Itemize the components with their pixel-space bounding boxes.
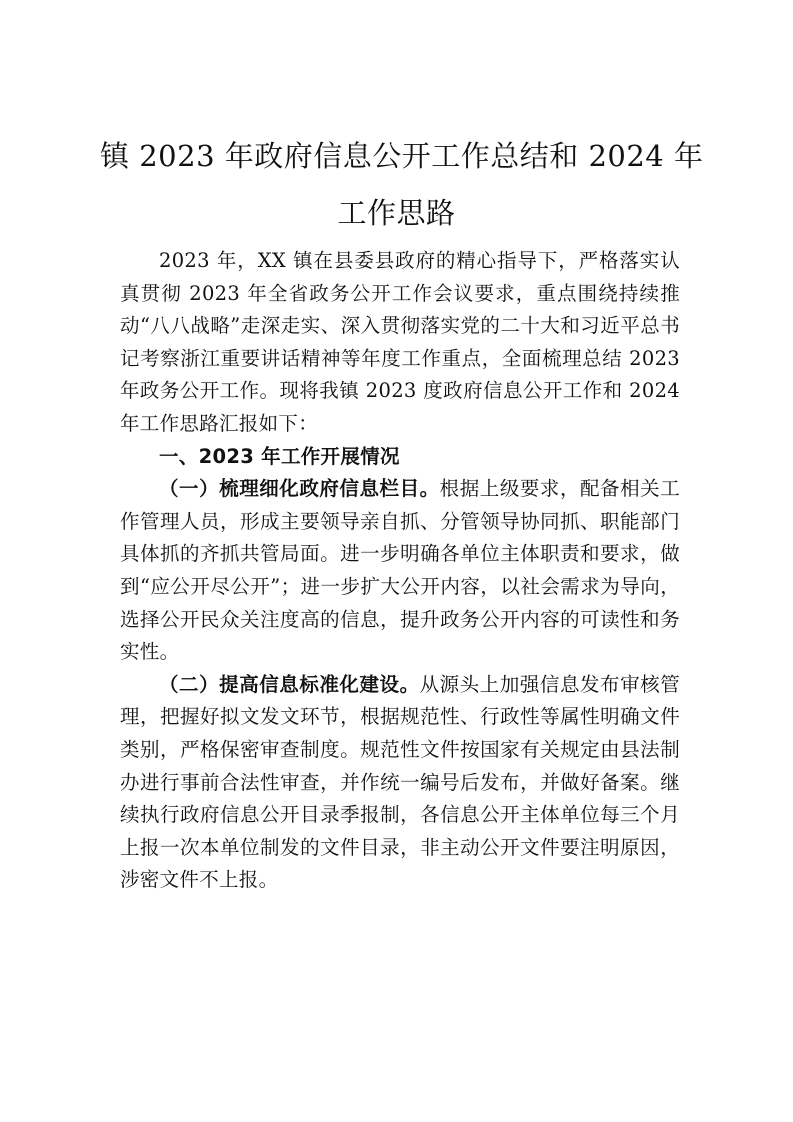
item-2-lead: （二）提高信息标准化建设。 <box>159 672 420 696</box>
item-2-text: 从源头上加强信息发布审核管理，把握好拟文发文环节，根据规范性、行政性等属性明确文件类别，严格保密审查制度。规范性文件按国家有关规定由县法制办进行事前合法性审查，并作统一编号后发布，并做好备案。继续执行政府信息公开目录季报制，各信息公开主体单位每三个月上报一次本单位制发的文件目录，非主动公开文件要注明原因，涉密文件不上报。 <box>120 672 680 892</box>
document-body <box>120 245 680 897</box>
intro-paragraph: 2023 年，XX 镇在县委县政府的精心指导下，严格落实认真贯彻 2023 年全省政务公开工作会议要求，重点围绕持续推动“八八战略”走深走实、深入贯彻落实党的二十大和习近平总书记考察浙江重要讲话精神等年度工作重点，全面梳理总结 2023 年政务公开工作。现将我镇 2023 度政府信息公开工作和 2024 年工作思路汇报如下： <box>120 249 680 435</box>
item-2-paragraph <box>120 669 680 897</box>
item-1-lead: （一）梳理细化政府信息栏目。 <box>159 477 440 501</box>
document-title-line-1: 镇 2023 年政府信息公开工作总结和 2024 年 <box>100 139 704 173</box>
item-1-paragraph <box>120 473 680 669</box>
document-title-line-2: 工作思路 <box>337 196 456 230</box>
section-1-heading: 一、2023 年工作开展情况 <box>159 444 400 468</box>
item-1-text: 根据上级要求，配备相关工作管理人员，形成主要领导亲自抓、分管领导协同抓、职能部门具体抓的齐抓共管局面。进一步明确各单位主体职责和要求，做到“应公开尽公开”；进一步扩大公开内容，以社会需求为导向，选择公开民众关注度高的信息，提升政务公开内容的可读性和务实性。 <box>120 477 680 664</box>
